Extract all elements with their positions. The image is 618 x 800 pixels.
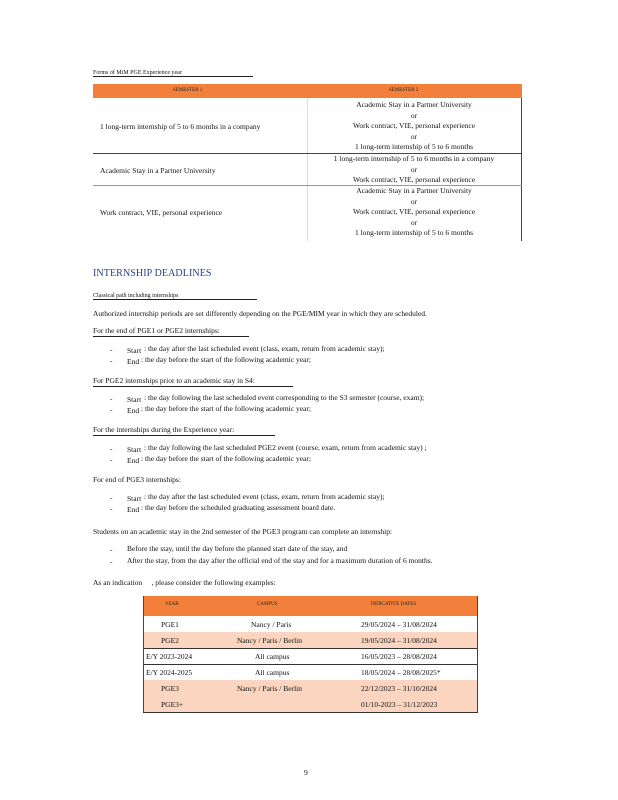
start-label: Start [127,395,142,404]
table1-header-s1: SEMESTER 1 [173,88,203,93]
table1-row2-s2 [307,154,521,186]
classical-path-text: Classical path including internships [93,293,179,299]
section-heading: INTERNSHIP DEADLINES [93,268,212,279]
table1-right-border [521,98,522,241]
start-label: Start [127,346,142,355]
dates-cell-year: PGE3+ [161,700,184,709]
dates-cell-year: E/Y 2023-2024 [146,652,193,661]
table1-row1-line: Work contract, VIE, personal experience [352,121,476,130]
dates-cell-campus: Nancy / Paris / Berlin [237,636,302,645]
table-row [143,616,478,633]
indication-line [93,578,276,588]
dates-cell-campus: Nancy / Paris / Berlin [237,684,302,693]
forms-title-text: Forms of MiM PGE Experience year [93,70,182,76]
stay-intro: Students on an academic stay in the 2nd semester of the PGE3 program can complete an internship: [93,527,393,536]
stay-item-before: Before the stay, until the day before the planned start date of the stay, and [127,544,348,553]
section2-title-text: For PGE2 internships prior to an academic stay in S4: [93,376,255,385]
dash: - [110,557,113,566]
table-row [143,648,478,665]
section1-title-text: For the end of PGE1 or PGE2 internships: [93,326,220,335]
table1-row3-line: or [410,217,418,227]
dates-cell-dates: 16/05/2023 – 28/08/2024 [361,652,437,661]
section3-title [93,425,275,436]
section1-title [93,326,249,337]
page-number: 9 [304,768,308,777]
dates-cell-dates: 22/12/2023 – 31/10/2024 [361,684,437,693]
section3-end: : the day before the start of the following academic year; [141,454,311,463]
section2-start: : the day following the last scheduled event corresponding to the S3 semester (course, exam); [144,393,425,402]
dates-cell-dates: 18/05/2024 – 28/08/2025* [361,668,441,677]
dates-cell-year: PGE3 [161,684,179,693]
dates-cell-dates: 01/10-2023 – 31/12/2023 [361,700,438,709]
dash: - [110,493,113,502]
dash: - [110,405,113,414]
table1-row1-s1: 1 long-term internship of 5 to 6 months in a company [100,122,261,131]
table1-row3-line: 1 long-term internship of 5 to 6 months [354,228,474,237]
end-label: End [127,505,140,514]
dash: - [110,394,113,403]
table-row [143,632,478,649]
indication-text-a: As an indication [93,578,143,587]
indication-text-b: , please consider the following examples: [151,578,276,587]
dates-table-header [143,596,478,616]
classical-path [93,293,257,300]
dash: - [110,356,113,365]
start-label: Start [127,445,142,454]
table1-row3-line: Academic Stay in a Partner University [356,186,472,195]
dash: - [110,545,113,554]
end-label: End [127,406,140,415]
section1-end: : the day before the start of the following academic year; [141,355,311,364]
intro-paragraph: Authorized internship periods are set differently depending on the PGE/MIM year in which they are scheduled. [93,309,427,318]
dash: - [110,444,113,453]
table-row [143,664,478,681]
end-label: End [127,456,140,465]
table1-row3-line: or [410,196,418,206]
dates-cell-year: E/Y 2024-2025 [146,668,193,677]
section3-start: : the day following the last scheduled PGE2 event (course, exam, return from academic stay) ; [144,443,427,452]
dates-cell-year: PGE2 [161,636,179,645]
dash: - [110,455,113,464]
forms-title [93,70,253,77]
dates-cell-campus: Nancy / Paris [251,620,292,629]
table1-header [93,84,522,98]
section4-start: : the day after the last scheduled event (class, exam, return from academic stay); [144,492,385,501]
dates-table-right-border [477,596,478,712]
dash: - [110,504,113,513]
table1-row1-s2 [307,100,521,153]
table1-row2-line: 1 long-term internship of 5 to 6 months in a company [333,154,495,163]
section2-title [93,376,293,387]
table1-row3-s1: Work contract, VIE, personal experience [100,208,223,217]
table1-header-s2: SEMESTER 2 [389,88,419,93]
table1-row2-line: or [410,164,418,174]
table1-row3-line: Work contract, VIE, personal experience [352,207,476,216]
dates-cell-campus: All campus [255,668,290,677]
section1-start: : the day after the last scheduled event (class, exam, return from academic stay); [144,344,385,353]
dates-header-dates: INDICATIVE DATES [371,602,417,607]
section3-title-text: For the internships during the Experience year: [93,425,235,434]
table1-row3-s2 [307,186,521,239]
dash: - [110,345,113,354]
table1-row1-line: Academic Stay in a Partner University [356,100,472,109]
dates-header-campus: CAMPUS [257,602,278,607]
table1-row1-line: 1 long-term internship of 5 to 6 months [354,142,474,151]
dates-cell-year: PGE1 [161,620,179,629]
table1-row2-line: Work contract, VIE, personal experience [352,175,476,184]
table-row [143,680,478,697]
dates-table-left-border [143,596,144,712]
end-label: End [127,357,140,366]
table-row [143,696,478,713]
dates-cell-dates: 19/05/2024 – 31/08/2024 [361,636,437,645]
section2-end: : the day before the start of the following academic year; [141,404,311,413]
dates-cell-campus: All campus [255,652,290,661]
dates-header-year: YEAR [165,602,179,607]
stay-item-after: After the stay, from the day after the official end of the stay and for a maximum duration of 6 months. [127,556,433,565]
table1-row1-line: or [410,110,418,120]
start-label: Start [127,494,142,503]
table1-row2-s1: Academic Stay in a Partner University [100,166,216,175]
section4-end: : the day before the scheduled graduating assessment board date. [141,503,336,512]
table1-row1-line: or [410,131,418,141]
section4-title: For end of PGE3 internships: [93,475,181,484]
dates-cell-dates: 29/05/2024 – 31/08/2024 [361,620,437,629]
